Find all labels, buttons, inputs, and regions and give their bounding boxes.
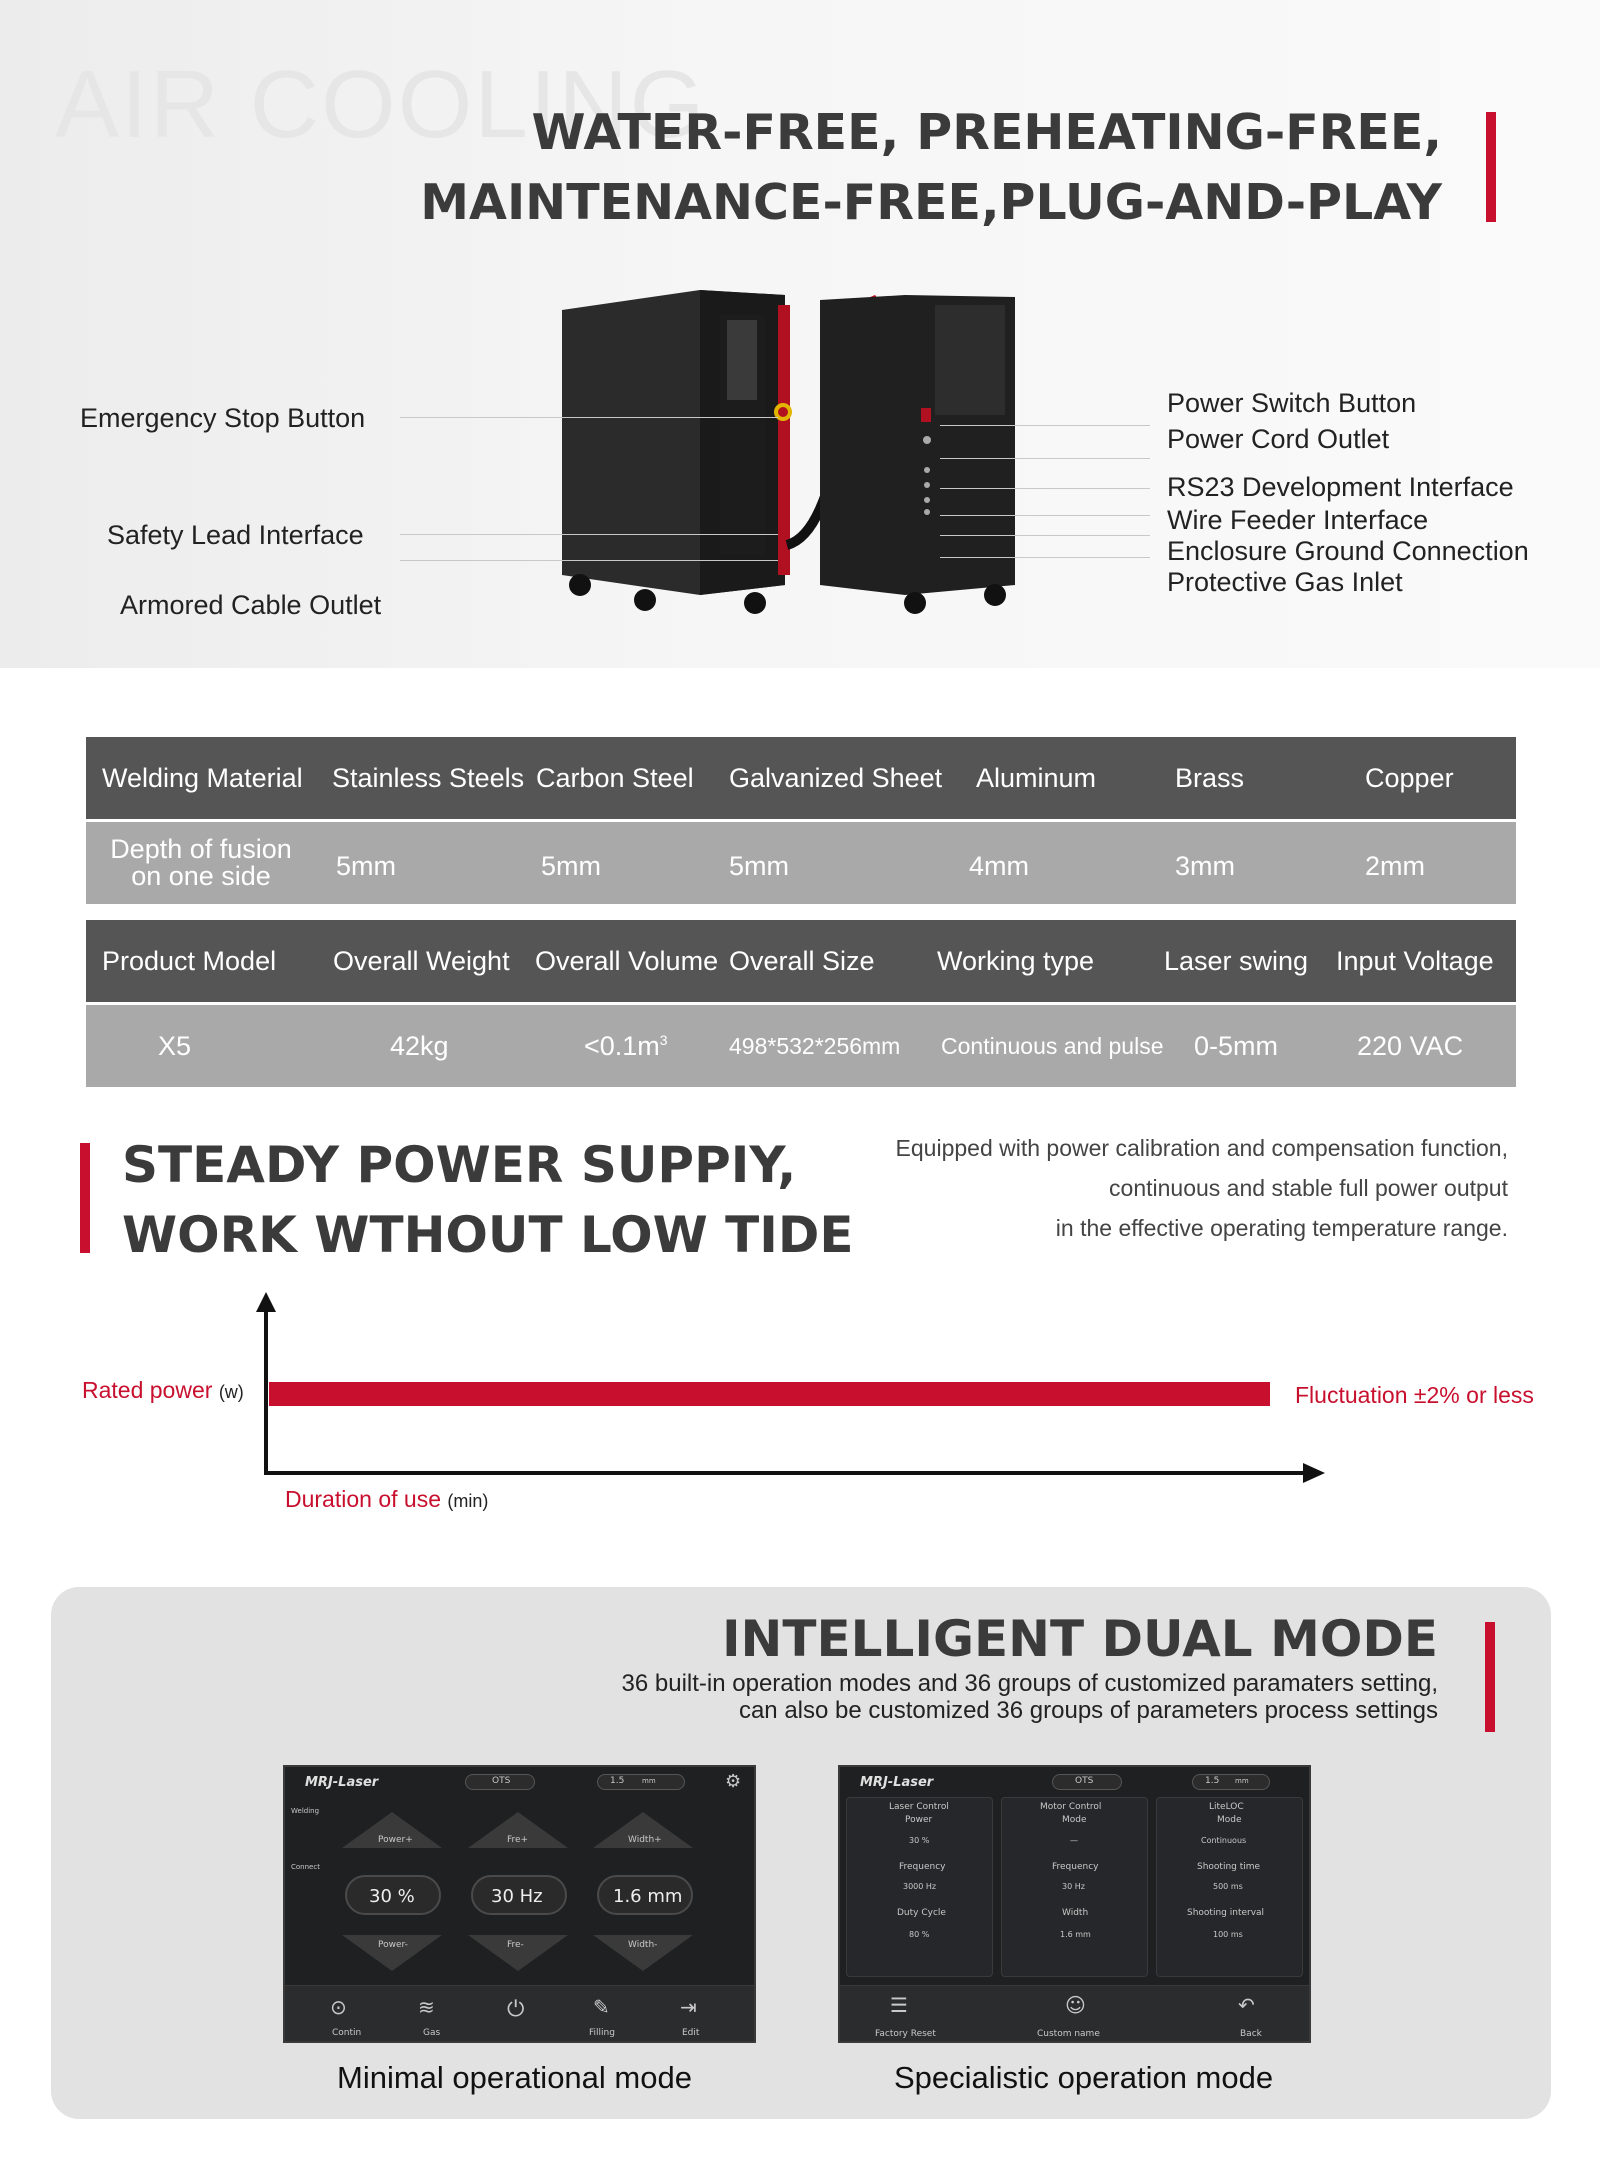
- power-up-label: Power+: [378, 1835, 413, 1845]
- toolbar-label: Filling: [589, 2028, 615, 2038]
- header-cell: Aluminum: [976, 762, 1097, 793]
- header-cell: Welding Material: [102, 762, 303, 793]
- hero-section: [0, 0, 1600, 668]
- fre-value-display: 30 Hz: [471, 1875, 567, 1915]
- header-cell: Input Voltage: [1336, 945, 1494, 976]
- value-cell: 2mm: [1365, 850, 1425, 881]
- liteloc-panel: LiteLOC Mode Continuous Shooting time 500 ms Shooting interval 100 ms: [1156, 1797, 1303, 1977]
- value-cell: $<0.1m^3$: [584, 1030, 668, 1061]
- toolbar-label: Edit: [682, 2028, 700, 2038]
- value-cell: 0-5mm: [1194, 1030, 1279, 1061]
- callout-leader: [940, 515, 1150, 516]
- specialist-mode-caption: Specialistic operation mode: [894, 2060, 1274, 2095]
- callout-power-switch: Power Switch Button: [1167, 388, 1417, 418]
- steady-title: STEADY POWER SUPPIY, WORK WTHOUT LOW TIDE: [122, 1136, 854, 1264]
- callout-leader: [940, 535, 1150, 536]
- value-cell: 42kg: [390, 1030, 449, 1061]
- accent-bar: [80, 1143, 90, 1253]
- value-cell: 220 VAC: [1357, 1030, 1464, 1061]
- sliders-icon[interactable]: ☰: [890, 1993, 908, 2017]
- continuous-icon[interactable]: ⊙: [330, 1995, 347, 2019]
- callout-leader: [940, 458, 1150, 459]
- header-cell: Overall Size: [729, 945, 875, 976]
- specialist-mode-screen: [838, 1765, 1311, 2043]
- callout-leader: [400, 534, 778, 535]
- header-cell: Product Model: [102, 945, 277, 976]
- model-table: [86, 920, 1516, 1087]
- laser-control-panel: Laser Control Power 30 % Frequency 3000 Hz Duty Cycle 80 %: [846, 1797, 993, 1977]
- fusion-value-row: [86, 822, 1516, 904]
- brand-logo: MRJ-Laser: [860, 1775, 934, 1790]
- hero-headline: [420, 98, 1442, 238]
- minimal-mode-caption: Minimal operational mode: [337, 2060, 692, 2095]
- y-axis-label: Rated power (w): [82, 1377, 244, 1403]
- callout-gas-inlet: Protective Gas Inlet: [1167, 567, 1403, 597]
- fusion-header-row: [86, 737, 1516, 819]
- toolbar-label: Factory Reset: [875, 2029, 936, 2039]
- callout-rs23: RS23 Development Interface: [1167, 472, 1514, 502]
- accent-bar: [1485, 1622, 1495, 1732]
- fluctuation-label: Fluctuation ±2% or less: [1295, 1382, 1534, 1408]
- width-up-label: Width+: [628, 1835, 662, 1845]
- watermark-text: AIR COOLING: [55, 51, 707, 158]
- header-cell: Overall Weight: [333, 945, 510, 976]
- value-cell: 5mm: [729, 850, 789, 881]
- fusion-table: [86, 737, 1516, 904]
- width-value-display: 1.6 mm: [597, 1875, 693, 1915]
- ots-pill[interactable]: OTS: [465, 1774, 535, 1790]
- fre-up-label: Fre+: [507, 1835, 529, 1845]
- callout-emergency-stop: Emergency Stop Button: [80, 403, 366, 433]
- value-cell: 5mm: [336, 850, 396, 881]
- gas-icon[interactable]: ≋: [418, 1995, 435, 2019]
- callout-leader: [400, 560, 778, 561]
- toolbar-label: Back: [1240, 2029, 1262, 2039]
- steady-description: Equipped with power calibration and compensation function, continuous and stable full power output in the effective operating temperature range.: [895, 1135, 1508, 1241]
- callout-leader: [940, 488, 1150, 489]
- ots-pill[interactable]: OTS: [1052, 1774, 1122, 1790]
- callout-power-cord: Power Cord Outlet: [1167, 424, 1390, 454]
- value-cell: Continuous and pulse: [941, 1032, 1164, 1059]
- value-cell: X5: [158, 1030, 192, 1061]
- x-axis-label: Duration of use (min): [285, 1486, 489, 1512]
- headline-line-1: WATER-FREE, PREHEATING-FREE,: [531, 104, 1442, 161]
- side-label: Welding: [291, 1807, 320, 1815]
- toolbar-label: Custom name: [1037, 2029, 1100, 2039]
- back-icon[interactable]: ↶: [1238, 1993, 1255, 2017]
- header-cell: Working type: [937, 945, 1095, 976]
- callout-wire-feeder: Wire Feeder Interface: [1167, 505, 1429, 535]
- width-down-label: Width-: [628, 1940, 658, 1950]
- header-cell: Laser swing: [1164, 945, 1309, 976]
- x-axis-arrow: [1303, 1463, 1325, 1483]
- unit-pill[interactable]: 1.5 mm: [1192, 1774, 1270, 1790]
- filling-icon[interactable]: ✎: [593, 1995, 610, 2019]
- accent-bar: [1486, 112, 1496, 222]
- model-value-row: [86, 1005, 1516, 1087]
- callout-enclosure-ground: Enclosure Ground Connection: [1167, 536, 1529, 566]
- minimal-mode-screen: [283, 1765, 756, 2043]
- value-cell: 5mm: [541, 850, 601, 881]
- power-down-label: Power-: [378, 1940, 408, 1950]
- rated-power-bar: [269, 1382, 1270, 1406]
- value-cell: 498*532*256mm: [729, 1032, 901, 1059]
- motor-control-panel: Motor Control Mode — Frequency 30 Hz Width 1.6 mm: [1001, 1797, 1148, 1977]
- y-axis-arrow: [256, 1292, 276, 1312]
- user-icon[interactable]: ☺: [1065, 1993, 1086, 2017]
- callout-leader: [400, 417, 778, 418]
- power-icon[interactable]: ⏻: [507, 1997, 525, 2022]
- header-cell: Copper: [1365, 762, 1454, 793]
- dual-mode-title: INTELLIGENT DUAL MODE: [721, 1610, 1438, 1668]
- unit-pill[interactable]: 1.5 mm: [597, 1774, 685, 1790]
- dual-mode-description: 36 built-in operation modes and 36 groups of customized paramaters setting, can also be customized 36 groups of parameters process settings: [621, 1670, 1438, 1724]
- callout-armored-cable: Armored Cable Outlet: [120, 590, 382, 620]
- callout-leader: [940, 425, 1150, 426]
- callout-leader: [940, 557, 1150, 558]
- gear-icon[interactable]: ⚙: [725, 1771, 742, 1792]
- model-header-row: [86, 920, 1516, 1002]
- header-cell: Stainless Steels: [332, 762, 525, 793]
- toolbar-label: Contin: [332, 2028, 362, 2038]
- brand-logo: MRJ-Laser: [305, 1775, 379, 1790]
- fre-down-label: Fre-: [507, 1940, 524, 1950]
- headline-line-2: MAINTENANCE-FREE,PLUG-AND-PLAY: [420, 174, 1442, 231]
- edit-icon[interactable]: ⇥: [680, 1995, 697, 2019]
- header-cell: Overall Volume: [535, 945, 719, 976]
- header-cell: Carbon Steel: [536, 762, 694, 793]
- power-value-display: 30 %: [345, 1875, 441, 1915]
- header-cell: Brass: [1175, 762, 1245, 793]
- side-label: Connect: [291, 1863, 320, 1871]
- row-label: Depth of fusion on one side: [110, 834, 292, 891]
- power-stability-chart: [245, 1290, 1335, 1490]
- value-cell: 3mm: [1175, 850, 1235, 881]
- header-cell: Galvanized Sheet: [729, 762, 943, 793]
- toolbar-label: Gas: [423, 2028, 441, 2038]
- value-cell: 4mm: [969, 850, 1029, 881]
- callout-safety-lead: Safety Lead Interface: [107, 520, 364, 550]
